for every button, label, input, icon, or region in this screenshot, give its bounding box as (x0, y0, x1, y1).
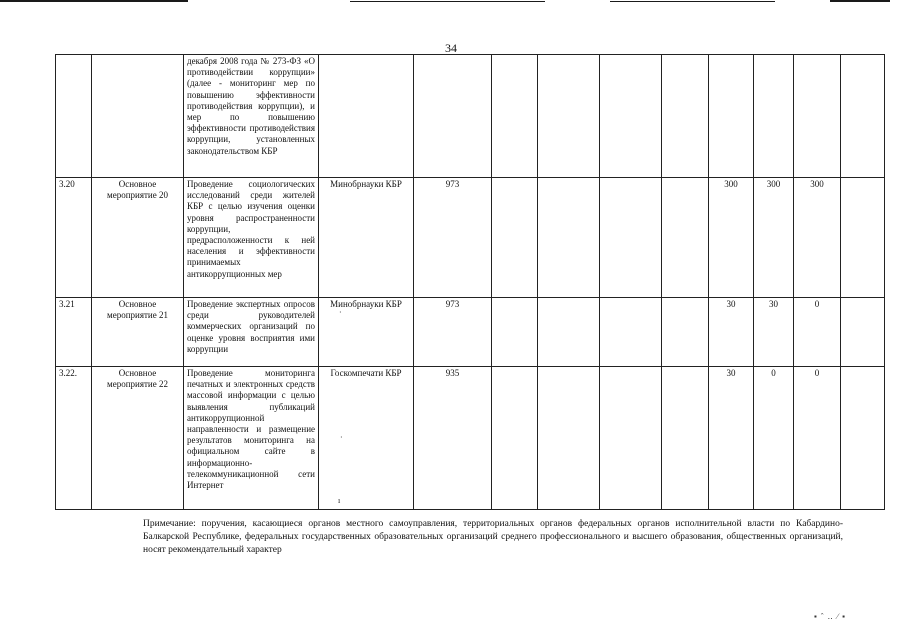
value-cell (492, 178, 538, 298)
measure-type (92, 55, 184, 178)
scan-speck: · (339, 308, 342, 317)
value-cell (841, 178, 885, 298)
value-cell: 0 (794, 298, 841, 367)
value-cell: 300 (709, 178, 754, 298)
table-row (56, 367, 885, 510)
value-cell (841, 367, 885, 510)
program-measures-table (55, 54, 885, 510)
value-cell: 0 (794, 367, 841, 510)
value-cell: 300 (794, 178, 841, 298)
measure-type: Основное мероприятие 22 (92, 367, 184, 510)
measure-description: Проведение мониторинга печатных и электронных средств массовой информации с целью выявления публикаций антикоррупционной направленности и размещение результатов мониторинга на официальном сайте в информационно-телекоммуникационной сети Интернет (184, 367, 319, 510)
budget-code: 973 (414, 298, 492, 367)
row-number (56, 55, 92, 178)
value-cell: 300 (754, 178, 794, 298)
budget-code: 935 (414, 367, 492, 510)
value-cell (538, 298, 600, 367)
table-row (56, 178, 885, 298)
measure-description: Проведение социологических исследований среди жителей КБР с целью изучения оценки уровня распространенности коррупции, предрасположенности к ней населения и эффективности принимаемых антикоррупционных мер (184, 178, 319, 298)
footnote: Примечание: поручения, касающиеся органов местного самоуправления, территориальных органов федеральных органов исполнительной власти по Кабардино-Балкарской Республике, федеральных государственных образовательных организаций среднего профессионального и высшего образования, общественных организаций, носят рекомендательный характер (143, 519, 843, 555)
measure-description: декабря 2008 года № 273-ФЗ «О противодействии коррупции» (далее - мониторинг мер по повышению эффективности противодействия коррупции), и мер по повышению эффективности противодействия коррупции, установленных законодательством КБР (184, 55, 319, 178)
responsible-executor: Госкомпечати КБР (319, 367, 414, 510)
value-cell (754, 55, 794, 178)
value-cell (600, 178, 662, 298)
value-cell (662, 55, 709, 178)
value-cell (492, 367, 538, 510)
value-cell: 30 (709, 298, 754, 367)
measure-description: Проведение экспертных опросов среди руководителей коммерческих организаций по оценке уровня восприятия ими коррупции (184, 298, 319, 367)
budget-code (414, 55, 492, 178)
budget-code: 973 (414, 178, 492, 298)
value-cell (492, 55, 538, 178)
value-cell (662, 298, 709, 367)
scan-edge-line (0, 0, 188, 2)
row-number: 3.22. (56, 367, 92, 510)
scan-stamp-mark: ▪ ˆ ‥ ⁄ ▪ (814, 612, 847, 621)
responsible-executor: Минобрнауки КБР (319, 178, 414, 298)
value-cell (600, 55, 662, 178)
scan-edge-line (830, 0, 890, 2)
scan-edge-line (350, 1, 545, 2)
scan-speck: ı (338, 496, 341, 505)
value-cell: 30 (754, 298, 794, 367)
value-cell: 0 (754, 367, 794, 510)
responsible-executor (319, 55, 414, 178)
row-number: 3.21 (56, 298, 92, 367)
value-cell (600, 298, 662, 367)
value-cell (538, 178, 600, 298)
value-cell: 30 (709, 367, 754, 510)
table-row (56, 298, 885, 367)
value-cell (841, 298, 885, 367)
value-cell (794, 55, 841, 178)
value-cell (492, 298, 538, 367)
value-cell (662, 367, 709, 510)
page-number: 34 (445, 41, 457, 55)
row-number: 3.20 (56, 178, 92, 298)
value-cell (538, 367, 600, 510)
measure-type: Основное мероприятие 20 (92, 178, 184, 298)
value-cell (600, 367, 662, 510)
scan-edge-line (610, 1, 775, 2)
value-cell (538, 55, 600, 178)
scan-speck: · (340, 433, 343, 442)
table-row (56, 55, 885, 178)
value-cell (709, 55, 754, 178)
value-cell (841, 55, 885, 178)
responsible-executor: Минобрнауки КБР (319, 298, 414, 367)
value-cell (662, 178, 709, 298)
measure-type: Основное мероприятие 21 (92, 298, 184, 367)
